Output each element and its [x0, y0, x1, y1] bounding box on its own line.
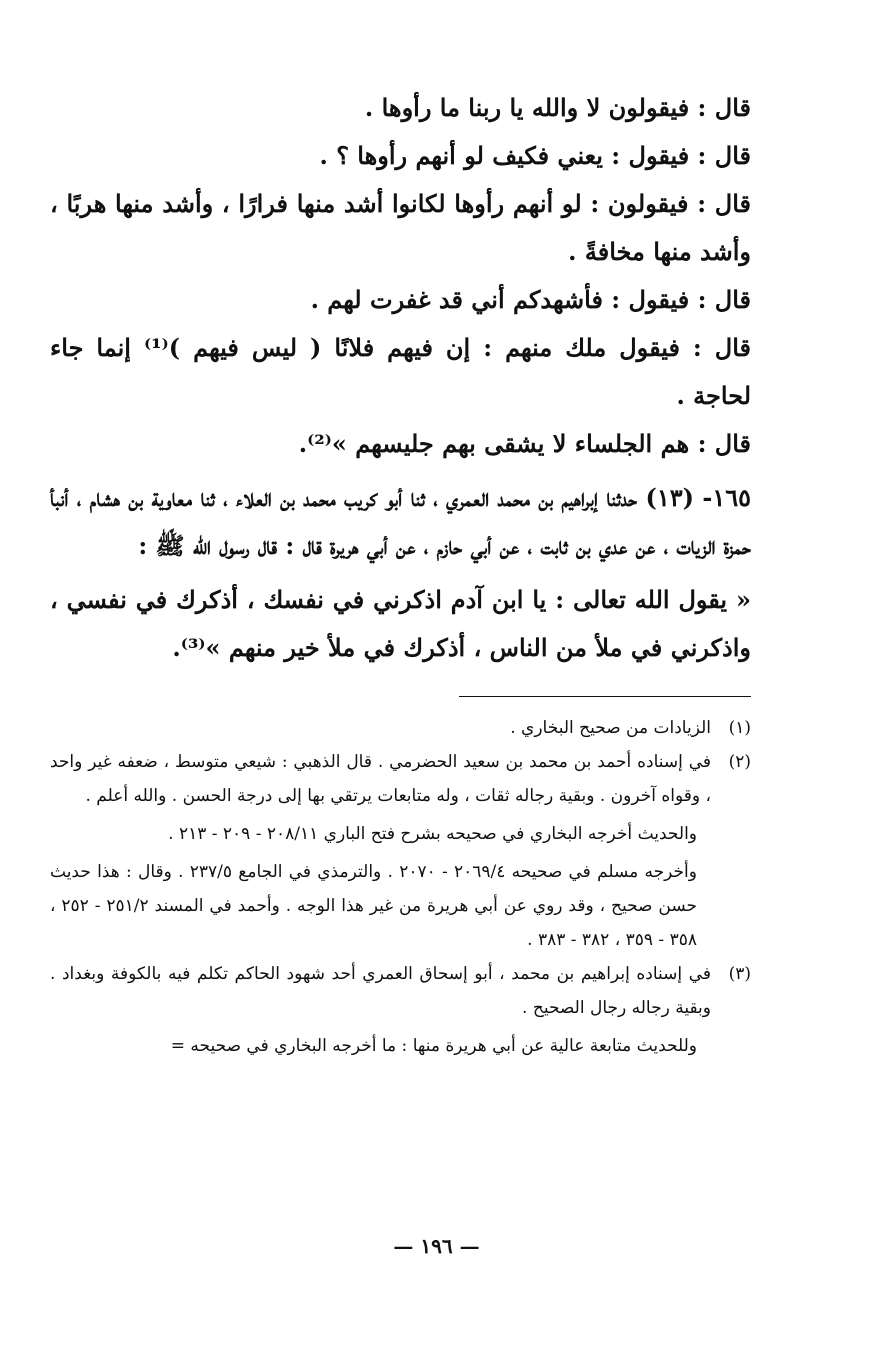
footnote-divider [459, 696, 751, 697]
text-line: قال : فيقول ملك منهم : إن فيهم فلانًا ( ليس فيهم )⁽¹⁾ إنما جاء لحاجة . [50, 333, 752, 410]
text-line: قال : فيقولون : لو أنهم رأوها لكانوا أشد منها فرارًا ، وأشد منها هربًا ، وأشد منها مخافةً . [50, 189, 751, 266]
footnote-body [50, 957, 711, 1063]
footnote-number: (١) [728, 718, 751, 738]
footnote-number: (٢) [728, 752, 751, 772]
footnote-paragraph: في إسناده إبراهيم بن محمد ، أبو إسحاق العمري أحد شهود الحاكم تكلم فيه بالكوفة وبغداد . وبقية رجاله رجال الصحيح . [50, 964, 711, 1018]
text-line: قال : فيقول : يعني فكيف لو أنهم رأوها ؟ . [319, 141, 751, 170]
text-line: قال : فيقول : فأشهدكم أني قد غفرت لهم . [310, 285, 751, 314]
main-text [50, 84, 751, 672]
text-line: قال : هم الجلساء لا يشقى بهم جليسهم »⁽²⁾. [298, 429, 751, 458]
footnote-paragraph: وأخرجه مسلم في صحيحه ٢٠٦٩/٤ - ٢٠٧٠ . والترمذي في الجامع ٢٣٧/٥ . وقال : هذا حديث حسن صحيح ، وقد روي عن أبي هريرة من غير هذا الوجه . وأحمد في المسند ٢٥١/٢ - ٢٥٢ ، ٣٥٨ - ٣٥٩ ، ٣٨٢ - ٣٨٣ . [50, 862, 698, 950]
footnote-paragraph: والحديث أخرجه البخاري في صحيحه بشرح فتح الباري ٢٠٨/١١ - ٢٠٩ - ٢١٣ . [168, 824, 697, 844]
footnote-3 [50, 957, 751, 1063]
footnote-2 [50, 745, 751, 957]
footnote-number: (٣) [728, 964, 751, 984]
footnote-1 [50, 711, 751, 745]
footnote-body [50, 745, 711, 957]
footnote-paragraph: في إسناده أحمد بن محمد بن سعيد الحضرمي . قال الذهبي : شيعي متوسط ، ضعفه غير واحد ، وقواه آخرون . وبقية رجاله ثقات ، وله متابعات يرتقي بها إلى درجة الحسن . والله أعلم . [50, 752, 711, 806]
text-line: قال : فيقولون لا والله يا ربنا ما رأوها . [364, 93, 751, 122]
footnotes [50, 711, 751, 1063]
hadith-chain: ١٦٥- (١٣) حدثنا إبراهيم بن محمد العمري ، ثنا أبو كريب محمد بن العلاء ، ثنا معاوية بن هشام ، أنبأ حمزة الزيات ، عن عدي بن ثابت ، عن أبي حازم ، عن أبي هريرة قال : قال رسول الله ﷺ : [50, 483, 751, 560]
page-number: — ١٩٦ — [393, 1234, 480, 1258]
footnote-paragraph: الزيادات من صحيح البخاري . [510, 718, 711, 738]
footnote-paragraph: وللحديث متابعة عالية عن أبي هريرة منها : ما أخرجه البخاري في صحيحه = [170, 1036, 697, 1056]
hadith-text: « يقول الله تعالى : يا ابن آدم اذكرني في نفسك ، أذكرك في نفسي ، واذكرني في ملأ من الناس ، أذكرك في ملأ خير منهم »⁽³⁾. [50, 585, 751, 662]
footnote-body [50, 711, 711, 745]
